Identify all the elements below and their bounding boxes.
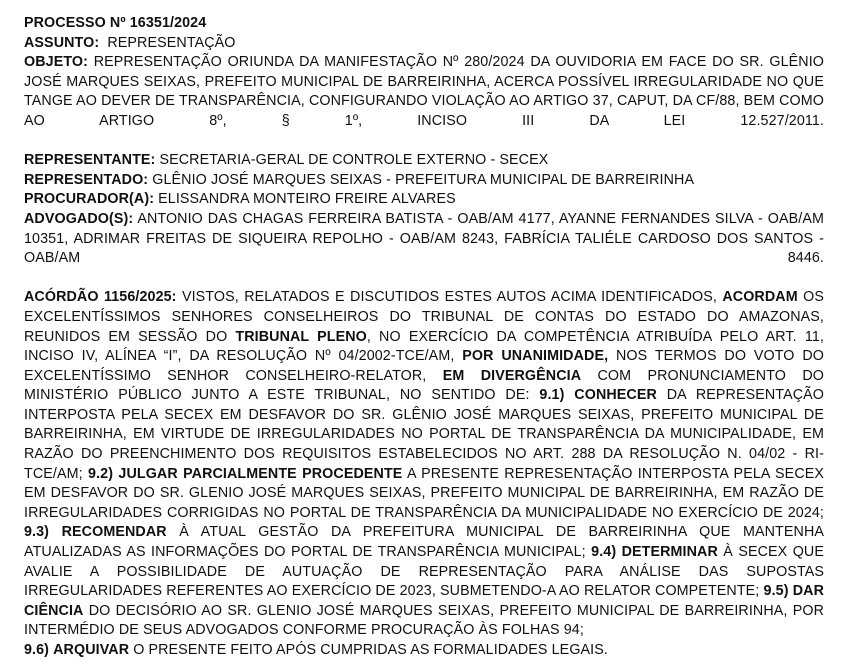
acordao-item-1-verb: CONHECER	[574, 387, 657, 404]
acordao-item-2-verb: JULGAR PARCIALMENTE PROCEDENTE	[118, 465, 403, 482]
field-procurador	[24, 190, 824, 210]
acordao-item-4-number: 9.4)	[591, 544, 617, 561]
acordao-item-6	[24, 641, 824, 661]
acordao-intro-5: COM PRONUNCIAMENTO DO MINISTÉRIO PÚBLICO JUNTO A ESTE TRIBUNAL, NO SENTIDO DE:	[24, 367, 824, 404]
acordao-item-2-number: 9.2)	[88, 465, 114, 482]
field-objeto	[24, 53, 824, 151]
acordao-item-4-text: À SECEX QUE AVALIE A POSSIBILIDADE DE AUTUAÇÃO DE REPRESENTAÇÃO PARA ANÁLISE DAS SUPOSTAS IRREGULARIDADES REFERENTES AO EXERCÍCIO DE 2023, SUBMETENDO-A AO RELATOR COMPETENTE;	[24, 544, 824, 600]
field-assunto-value: REPRESENTAÇÃO	[107, 34, 236, 51]
field-procurador-value: ELISSANDRA MONTEIRO FREIRE ALVARES	[158, 191, 456, 208]
field-assunto-label: ASSUNTO:	[24, 34, 100, 51]
field-assunto	[24, 34, 824, 54]
field-representante-value: SECRETARIA-GERAL DE CONTROLE EXTERNO - SECEX	[159, 152, 549, 169]
acordao-em-divergencia: EM DIVERGÊNCIA	[442, 367, 582, 384]
field-advogados	[24, 210, 824, 288]
acordao-intro-1: VISTOS, RELATADOS E DISCUTIDOS ESTES AUTOS ACIMA IDENTIFICADOS,	[176, 289, 723, 306]
acordao-item-5-number: 9.5)	[763, 583, 789, 600]
acordao-tribunal-pleno: TRIBUNAL PLENO	[235, 328, 367, 345]
acordao-item-1-number: 9.1)	[539, 387, 565, 404]
acordao-item-1-text: DA REPRESENTAÇÃO INTERPOSTA PELA SECEX EM DESFAVOR DO SR. GLÊNIO JOSÉ MARQUES SEIXAS, PREFEITO MUNICIPAL DE BARREIRINHA, EM VIRTUDE DE IRREGULARIDADES NO PORTAL DE TRANSPARÊNCIA DA MUNICIPALIDADE, EM RAZÃO DO PREENCHIMENTO DOS REQUISITOS ESTABELECIDOS NO ART. 288 DA RESOLUÇÃO N. 04/02 - RI-TCE/AM;	[24, 387, 825, 482]
field-processo-value: 16351/2024	[129, 15, 207, 31]
acordao-item-3-verb: RECOMENDAR	[61, 524, 167, 541]
acordao-label: ACÓRDÃO 1156/2025:	[24, 289, 177, 306]
acordao-por-unanimidade: POR UNANIMIDADE,	[462, 348, 609, 365]
acordao-item-3-text: À ATUAL GESTÃO DA PREFEITURA MUNICIPAL DE BARREIRINHA QUE MANTENHA ATUALIZADAS AS INFORMAÇÕES DO PORTAL DE TRANSPARÊNCIA MUNICIPAL;	[24, 524, 824, 561]
field-representante-label: REPRESENTANTE:	[24, 152, 156, 169]
acordao-item-3-number: 9.3)	[24, 524, 50, 541]
field-processo	[24, 14, 824, 34]
acordao-item-2-text: A PRESENTE REPRESENTAÇÃO INTERPOSTA PELA SECEX EM DESFAVOR DO SR. GLENIO JOSÉ MARQUES SEIXAS, PREFEITO MUNICIPAL DE BARREIRINHA, EM RAZÃO DE IRREGULARIDADES CORRIGIDAS NO PORTAL DE TRANSPARÊNCIA DA MUNICIPALIDADE NO EXERCÍCIO DE 2024;	[24, 465, 825, 521]
acordao-item-5-verb: DAR CIÊNCIA	[24, 583, 824, 619]
acordao-acordam: ACORDAM	[722, 289, 798, 306]
field-processo-label: PROCESSO Nº	[24, 15, 126, 31]
field-objeto-label: OBJETO:	[24, 54, 88, 71]
field-advogados-label: ADVOGADO(S):	[24, 210, 134, 227]
acordao-intro-3: , NO EXERCÍCIO DA COMPETÊNCIA ATRIBUÍDA PELO ART. 11, INCISO IV, ALÍNEA “I”, DA RESOLUÇÃO Nº 04/2002-TCE/AM,	[24, 328, 824, 365]
field-representado	[24, 171, 824, 191]
field-representado-label: REPRESENTADO:	[24, 171, 149, 188]
field-advogados-value: ANTONIO DAS CHAGAS FERREIRA BATISTA - OAB/AM 4177, AYANNE FERNANDES SILVA - OAB/AM 10351, ADRIMAR FREITAS DE SIQUEIRA REPOLHO - OAB/AM 8243, FABRÍCIA TALIÉLE CARDOSO DOS SANTOS - OAB/AM 8446.	[24, 210, 824, 267]
acordao-item-5-text: DO DECISÓRIO AO SR. GLENIO JOSÉ MARQUES SEIXAS, PREFEITO MUNICIPAL DE BARREIRINHA, POR INTERMÉDIO DE SEUS ADVOGADOS CONFORME PROCURAÇÃO ÀS FOLHAS 94;	[24, 602, 824, 639]
field-representado-value: GLÊNIO JOSÉ MARQUES SEIXAS - PREFEITURA MUNICIPAL DE BARREIRINHA	[152, 171, 695, 188]
acordao-item-6-number: 9.6)	[24, 642, 50, 658]
acordao-intro-4: NOS TERMOS DO VOTO DO EXCELENTÍSSIMO SENHOR CONSELHEIRO-RELATOR,	[24, 348, 824, 384]
acordao-intro-2: OS EXCELENTÍSSIMOS SENHORES CONSELHEIROS DO TRIBUNAL DE CONTAS DO ESTADO DO AMAZONAS, REUNIDOS EM SESSÃO DO	[24, 289, 824, 345]
field-objeto-value: REPRESENTAÇÃO ORIUNDA DA MANIFESTAÇÃO Nº 280/2024 DA OUVIDORIA EM FACE DO SR. GLÊNIO JOSÉ MARQUES SEIXAS, PREFEITO MUNICIPAL DE BARREIRINHA, ACERCA POSSÍVEL IRREGULARIDADE NO QUE TANGE AO DEVER DE TRANSPARÊNCIA, CONFIGURANDO VIOLAÇÃO AO ARTIGO 37, CAPUT, DA CF/88, BEM COMO AO ARTIGO 8º, § 1º, INCISO III DA LEI 12.527/2011.	[24, 54, 824, 129]
acordao-text	[24, 288, 824, 641]
acordao-item-6-verb: ARQUIVAR	[53, 642, 130, 658]
acordao-item-4-verb: DETERMINAR	[621, 544, 718, 561]
field-representante	[24, 151, 824, 171]
acordao-item-6-text: O PRESENTE FEITO APÓS CUMPRIDAS AS FORMALIDADES LEGAIS.	[129, 642, 608, 658]
field-procurador-label: PROCURADOR(A):	[24, 191, 155, 208]
